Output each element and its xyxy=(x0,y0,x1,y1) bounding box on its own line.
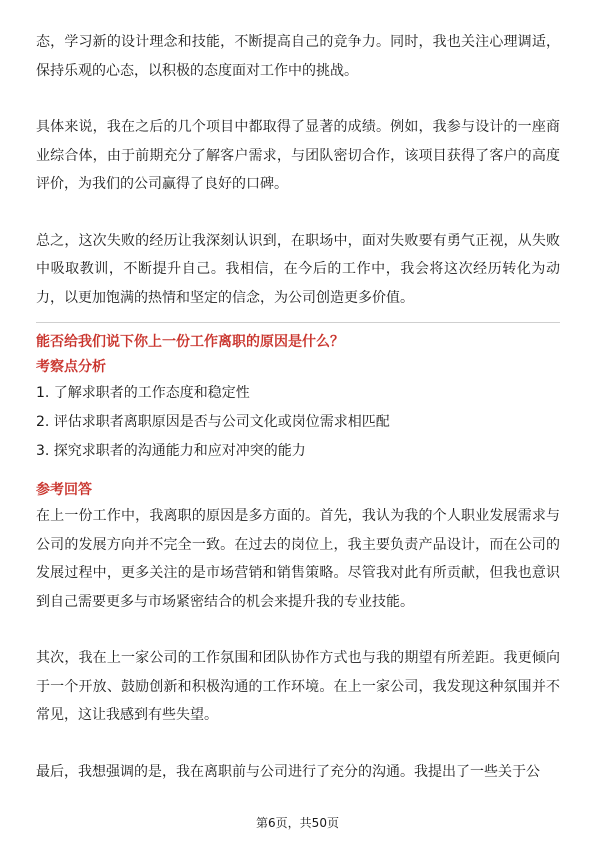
answer-label: 参考回答 xyxy=(36,482,92,498)
answer-paragraph: 最后，我想强调的是，我在离职前与公司进行了充分的沟通。我提出了一些关于公 xyxy=(36,763,540,780)
document-page xyxy=(36,28,560,786)
analysis-point: 2. 评估求职者离职原因是否与公司文化或岗位需求相匹配 xyxy=(36,414,390,430)
analysis-label: 考察点分析 xyxy=(36,359,106,375)
body-paragraph: 总之，这次失败的经历让我深刻认识到，在职场中，面对失败要有勇气正视，从失败中吸取教训，不断提升自己。我相信，在今后的工作中，我会将这次经历转化为动力，以更加饱满的热情和坚定的信念，为公司创造更多价值。 xyxy=(36,232,560,306)
analysis-point: 1. 了解求职者的工作态度和稳定性 xyxy=(36,385,250,401)
answer-paragraph: 在上一份工作中，我离职的原因是多方面的。首先，我认为我的个人职业发展需求与公司的发展方向并不完全一致。在过去的岗位上，我主要负责产品设计，而在公司的发展过程中，更多关注的是市场营销和销售策略。尽管我对此有所贡献，但我也意识到自己需要更多与市场紧密结合的机会来提升我的专业技能。 xyxy=(36,508,560,610)
interview-question: 能否给我们说下你上一份工作离职的原因是什么？ xyxy=(36,334,344,350)
answer-paragraph: 其次，我在上一家公司的工作氛围和团队协作方式也与我的期望有所差距。我更倾向于一个开放、鼓励创新和积极沟通的工作环境。在上一家公司，我发现这种氛围并不常见，这让我感到有些失望。 xyxy=(36,650,560,723)
body-paragraph: 态，学习新的设计理念和技能，不断提高自己的竞争力。同时，我也关注心理调适，保持乐观的心态，以积极的态度面对工作中的挑战。 xyxy=(36,34,560,79)
analysis-list xyxy=(36,379,560,466)
body-paragraph: 具体来说，我在之后的几个项目中都取得了显著的成绩。例如，我参与设计的一座商业综合体，由于前期充分了解客户需求，与团队密切合作，该项目获得了客户的高度评价，为我们的公司赢得了良好的口碑。 xyxy=(36,119,560,192)
analysis-point: 3. 探究求职者的沟通能力和应对冲突的能力 xyxy=(36,443,306,459)
page-footer: 第6页，共50页 xyxy=(256,816,339,830)
section-divider xyxy=(36,322,560,323)
